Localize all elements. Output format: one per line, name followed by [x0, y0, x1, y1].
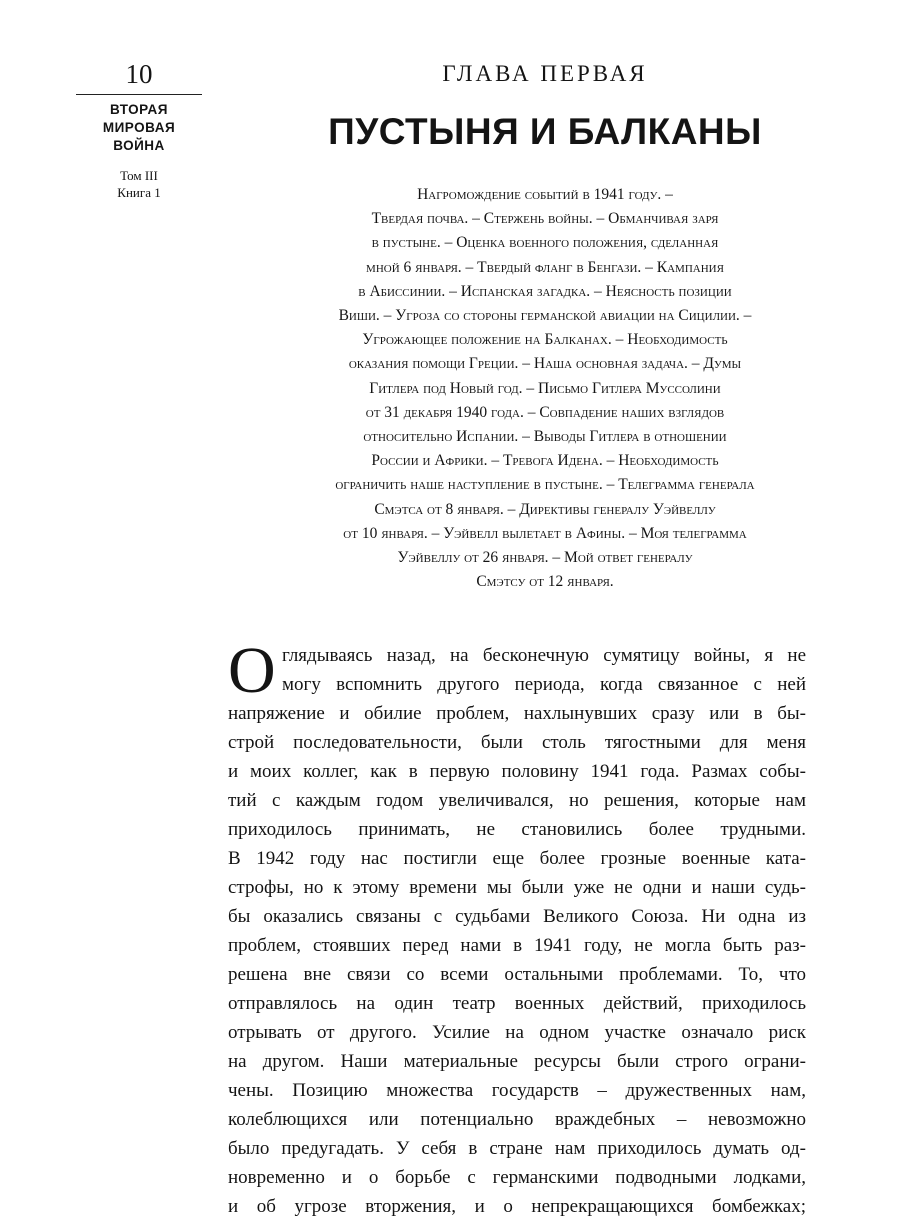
body-line: новременно и о борьбе с германскими подводными лодками, [228, 1167, 806, 1188]
synopsis-line: Смэтсу от 12 января. [476, 573, 614, 591]
body-line: напряжение и обилие проблем, нахлынувших сразу или в бы- [228, 703, 806, 724]
chapter-title: ПУСТЫНЯ И БАЛКАНЫ [328, 111, 762, 152]
body-line: глядываясь назад, на бесконечную сумятицу войны, я не [282, 645, 806, 666]
synopsis-line: Нагромождение событий в 1941 году. – [417, 186, 673, 203]
synopsis-line: Виши. – Угроза со стороны германской авиации на Сицилии. – [338, 307, 752, 325]
synopsis-line: в Абиссинии. – Испанская загадка. – Неясность позиции [358, 282, 732, 300]
body-line: приходилось принимать, не становились более трудными. [228, 819, 806, 840]
chapter-synopsis [240, 183, 850, 594]
synopsis-line: мной 6 января. – Твердый фланг в Бенгази. – Кампания [366, 258, 724, 276]
series-title-line: ВОЙНА [113, 138, 165, 153]
body-line: строфы, но к этому времени мы были уже не одни и наши судь- [228, 877, 806, 898]
body-line: было предугадать. У себя в стране нам приходилось думать од- [228, 1138, 806, 1159]
body-line: отправлялось на один театр военных действий, приходилось [228, 993, 806, 1014]
page-number: 10 [125, 59, 153, 89]
body-text [228, 634, 806, 1221]
book-label: Книга 1 [117, 185, 161, 200]
synopsis-line: Уэйвеллу от 26 января. – Мой ответ генералу [397, 549, 693, 567]
body-line: отрывать от другого. Усилие на одном участке означало риск [228, 1022, 806, 1043]
synopsis-line: ограничить наше наступление в пустыне. – Телеграмма генерала [335, 476, 755, 494]
body-line: тий с каждым годом увеличивался, но решения, которые нам [228, 790, 806, 811]
drop-cap: О [228, 634, 276, 707]
synopsis-line: от 10 января. – Уэйвелл вылетает в Афины. – Моя телеграмма [343, 524, 747, 542]
synopsis-line: Твердая почва. – Стержень войны. – Обманчивая заря [371, 210, 719, 228]
series-title-line: МИРОВАЯ [102, 120, 176, 135]
body-line: строй последовательности, были столь тягостными для меня [228, 732, 806, 753]
body-line: бы оказались связаны с судьбами Великого Союза. Ни одна из [228, 906, 806, 927]
chapter-label: ГЛАВА ПЕРВАЯ [442, 61, 648, 86]
body-line: на другом. Наши материальные ресурсы были строго ограни- [228, 1051, 806, 1072]
synopsis-line: России и Африки. – Тревога Идена. – Необходимость [371, 452, 719, 470]
volume-info [70, 167, 208, 201]
synopsis-line: относительно Испании. – Выводы Гитлера в отношении [363, 428, 727, 446]
synopsis-line: Угрожающее положение на Балканах. – Необходимость [362, 331, 728, 349]
body-line: решена вне связи со всеми остальными проблемами. То, что [228, 964, 806, 985]
synopsis-line: Смэтса от 8 января. – Директивы генералу Уэйвеллу [374, 500, 716, 518]
body-line: В 1942 году нас постигли еще более грозные военные ката- [228, 848, 806, 869]
body-line: могу вспомнить другого периода, когда связанное с ней [282, 674, 806, 695]
synopsis-line: в пустыне. – Оценка военного положения, сделанная [371, 234, 719, 252]
synopsis-line: от 31 декабря 1940 года. – Совпадение наших взглядов [365, 403, 725, 421]
synopsis-line: Гитлера под Новый год. – Письмо Гитлера Муссолини [369, 379, 721, 397]
body-line: и об угрозе вторжения, и о непрекращающихся бомбежках; [228, 1196, 806, 1217]
series-title-line: ВТОРАЯ [110, 102, 168, 117]
body-line: и моих коллег, как в первую половину 1941 года. Размах собы- [228, 761, 806, 782]
volume-label: Том III [120, 168, 158, 183]
body-line: колеблющихся или потенциально враждебных – невозможно [228, 1109, 806, 1130]
body-line: проблем, стоявших перед нами в 1941 году, не могла быть раз- [228, 935, 806, 956]
sidebar-divider [76, 94, 202, 95]
sidebar [70, 58, 208, 201]
series-title [70, 101, 208, 155]
body-line: чены. Позицию множества государств – дружественных нам, [228, 1080, 806, 1101]
synopsis-line: оказания помощи Греции. – Наша основная задача. – Думы [348, 355, 742, 373]
